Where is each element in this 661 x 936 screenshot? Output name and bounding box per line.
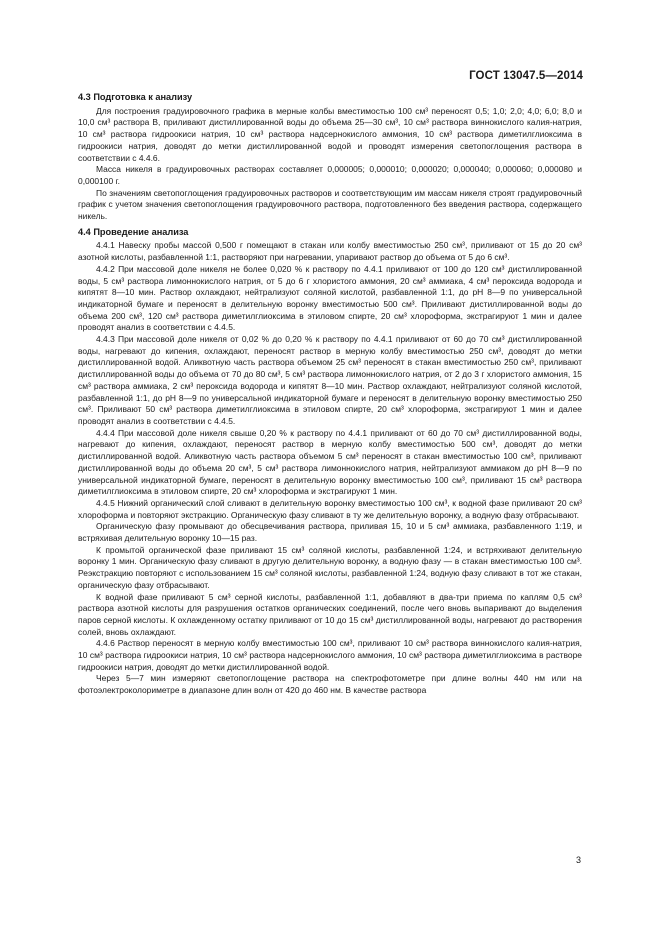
paragraph: Органическую фазу промывают до обесцвечивания раствора, приливая 15, 10 и 5 см³ аммиака, разбавленного 1:19, и встряхивая делительную воронку 10—15 раз. (78, 521, 582, 544)
paragraph: 4.4.4 При массовой доле никеля свыше 0,20 % к раствору по 4.4.1 приливают от 60 до 70 см³ дистиллированной воды, нагревают до кипения, охлаждают, переносят раствор в мерную колбу вместимостью 500 см³, доводят до метки дистиллированной водой. Аликвотную часть раствора объемом 5 см³ переносят в стакан вместимостью 100 см³, приливают дистиллированной воды до объема 20 см³, 5 см³ раствора лимоннокислого натрия, нейтрализуют аммиаком до рН 8—9 по универсальной индикаторной бумаге, переносят в делительную воронку вместимостью 100 см³, приливают 15 см³ раствора диметилглиоксима в этиловом спирте, 20 см³ хлороформа и экстрагируют 1 мин. (78, 427, 582, 497)
paragraph: К водной фазе приливают 5 см³ серной кислоты, разбавленной 1:1, добавляют в два-три приема по каплям 0,5 см³ раствора азотной кислоты для разрушения остатков органических соединений, после чего вновь выпаривают до выделения паров серной кислоты. К охлажденному остатку приливают от 10 до 15 см³ дистиллированной воды, нагревают до растворения солей, вновь охлаждают. (78, 591, 582, 637)
section-4-4 (78, 227, 582, 697)
paragraph: Через 5—7 мин измеряют светопоглощение раствора на спектрофотометре при длине волны 440 нм или на фотоэлектроколориметре в диапазоне длин волн от 420 до 460 нм. В качестве раствора (78, 673, 582, 696)
paragraph: По значениям светопоглощения градуировочных растворов и соответствующим им массам никеля строят градуировочный график с учетом значения светопоглощения градуировочного раствора, подготовленного без введения раствора, содержащего никель. (78, 187, 582, 222)
paragraph: 4.4.1 Навеску пробы массой 0,500 г помещают в стакан или колбу вместимостью 250 см³, приливают от 15 до 20 см³ азотной кислоты, разбавленной 1:1, растворяют при нагревании, упаривают раствор до объема от 5 до 6 см³. (78, 240, 582, 263)
paragraph: Для построения градуировочного графика в мерные колбы вместимостью 100 см³ переносят 0,5; 1,0; 2,0; 4,0; 6,0; 8,0 и 10,0 см³ раствора В, приливают дистиллированной воды до объема 25—30 см³, 10 см³ раствора виннокислого калия-натрия, 10 см³ раствора гидроокиси натрия, 10 см³ раствора надсернокислого аммония, 10 см³ раствора диметилглиоксима в гидроокиси натрия, доводят до метки дистиллированной водой и проводят измерения светопоглощения раствора в соответствии с 4.4.6. (78, 105, 582, 163)
document-header: ГОСТ 13047.5—2014 (469, 70, 583, 82)
page-number: 3 (575, 855, 581, 865)
paragraph: К промытой органической фазе приливают 15 см³ соляной кислоты, разбавленной 1:24, и встряхивают делительную воронку 1 мин. Органическую фазу сливают в другую делительную воронку, а водную фазу — в стакан вместимостью 100 см³. Реэкстракцию повторяют с использованием 15 см³ соляной кислоты, разбавленной 1:24, водную фазу сливают в тот же стакан, органическую фазу отбрасывают. (78, 544, 582, 590)
paragraph: 4.4.5 Нижний органический слой сливают в делительную воронку вместимостью 100 см³, к водной фазе приливают 20 см³ хлороформа и повторяют экстракцию. Органическую фазу сливают в ту же делительную воронку, а водную фазу отбрасывают. (78, 497, 582, 520)
document-body (78, 92, 582, 697)
paragraph: 4.4.6 Раствор переносят в мерную колбу вместимостью 100 см³, приливают 10 см³ раствора виннокислого калия-натрия, 10 см³ раствора гидроокиси натрия, 10 см³ раствора надсернокислого аммония, 10 см³ раствора диметилглиоксима в растворе гидроокиси натрия, доводят до метки дистиллированной водой. (78, 638, 582, 672)
paragraph: Масса никеля в градуировочных растворах составляет 0,000005; 0,000010; 0,000020; 0,000040; 0,000060; 0,000080 и 0,000100 г. (78, 164, 582, 186)
section-4-3 (78, 92, 582, 223)
paragraph: 4.4.3 При массовой доле никеля от 0,02 % до 0,20 % к раствору по 4.4.1 приливают от 60 до 70 см³ дистиллированной воды, нагревают до кипения, охлаждают, переносят раствор в мерную колбу вместимостью 250 см³, доводят до метки дистиллированной водой. Аликвотную часть раствора объемом 25 см³ переносят в стакан вместимостью 250 см³, приливают дистиллированной воды до объема от 70 до 80 см³, 5 см³ раствора лимоннокислого натрия, от 2 до 3 г хлористого аммония, 15 см³ раствора аммиака, 2 см³ пероксида водорода и кипятят 8—10 мин. Раствор охлаждают, нейтрализуют соляной кислотой, разбавленной 1:1, до рН 8—9 по универсальной индикаторной бумаге и переносят в делительную воронку вместимостью 250 см³. Приливают 50 см³ раствора диметилглиоксима в этиловом спирте, 20 см³ хлороформа, экстрагируют 1 мин и далее проводят анализ в соответствии с 4.4.5. (78, 334, 582, 426)
paragraph: 4.4.2 При массовой доле никеля не более 0,020 % к раствору по 4.4.1 приливают от 100 до 120 см³ дистиллированной воды, 5 см³ раствора лимоннокислого натрия, от 5 до 6 г хлористого аммония, 20 см³ аммиака, 4 см³ пероксида водорода и кипятят 8—10 мин. Раствор охлаждают, нейтрализуют соляной кислотой, разбавленной 1:1, до рН 8—9 по универсальной индикаторной бумаге и переносят в делительную воронку вместимостью 500 см³. Приливают дистиллированной воды до объема 200 см³, 120 см³ раствора диметилглиоксима в этиловом спирте, 20 см³ хлороформа, экстрагируют 1 мин и далее проводят анализ в соответствии с 4.4.5. (78, 263, 582, 333)
section-heading: 4.4 Проведение анализа (78, 226, 189, 237)
section-heading: 4.3 Подготовка к анализу (78, 92, 193, 102)
